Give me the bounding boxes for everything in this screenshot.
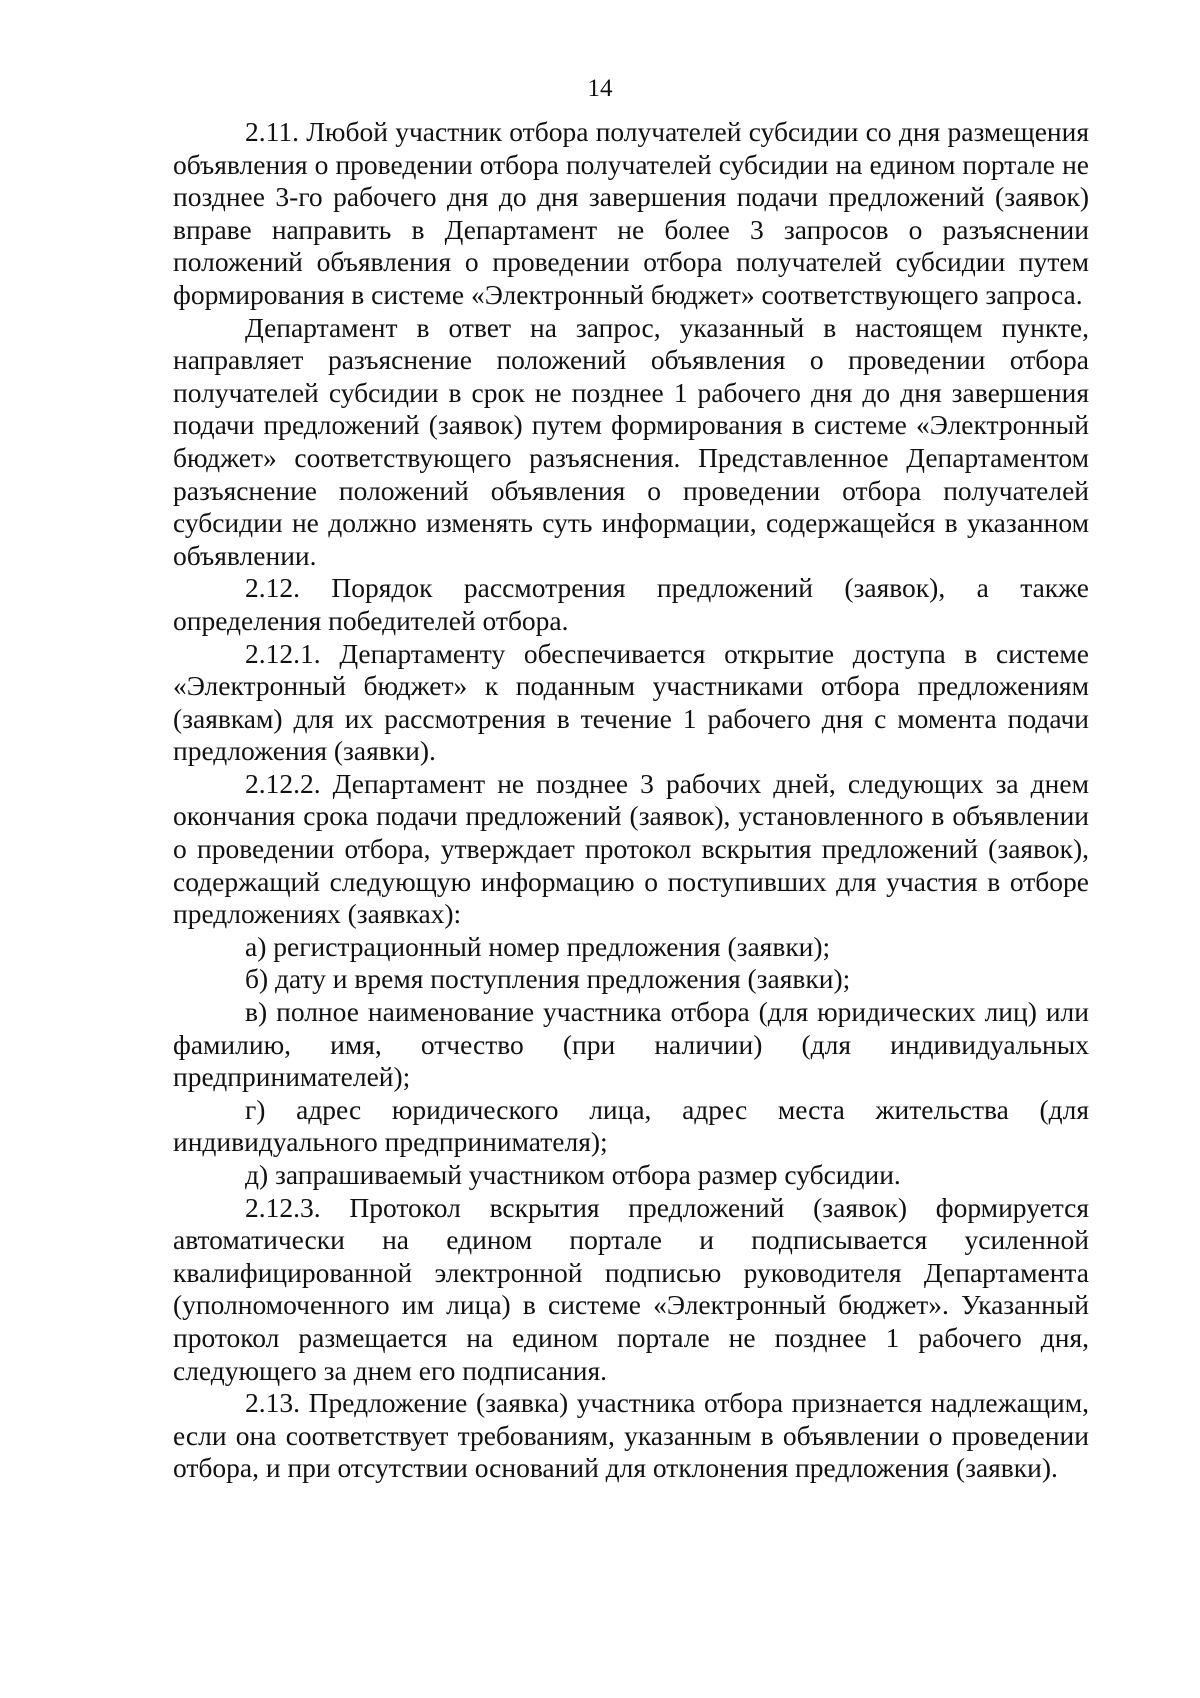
paragraph-2-12-2: 2.12.2. Департамент не позднее 3 рабочих дней, следующих за днем окончания срока подачи предложений (заявок), установленного в объявлении о проведении отбора, утверждает протокол вскрытия предложений (заявок), содержащий следующую информацию о поступивших для участия в отборе предложениях (заявках): — [173, 767, 1089, 930]
list-item-g: г) адрес юридического лица, адрес места жительства (для индивидуального предпринимателя); — [173, 1093, 1089, 1158]
list-item-v: в) полное наименование участника отбора (для юридических лиц) или фамилию, имя, отчество (при наличии) (для индивидуальных предпринимателей); — [173, 996, 1089, 1093]
paragraph-2-13: 2.13. Предложение (заявка) участника отбора признается надлежащим, если она соответствует требованиям, указанным в объявлении о проведении отбора, и при отсутствии оснований для отклонения предложения (заявки). — [173, 1387, 1089, 1484]
paragraph-2-12-3: 2.12.3. Протокол вскрытия предложений (заявок) формируется автоматически на едином портале и подписывается усиленной квалифицированной электронной подписью руководителя Департамента (уполномоченного им лица) в системе «Электронный бюджет». Указанный протокол размещается на едином портале не позднее 1 рабочего дня, следующего за днем его подписания. — [173, 1191, 1089, 1386]
list-item-b: б) дату и время поступления предложения (заявки); — [245, 963, 851, 995]
document-body — [173, 116, 1089, 1485]
paragraph-department-response: Департамент в ответ на запрос, указанный в настоящем пункте, направляет разъяснение положений объявления о проведении отбора получателей субсидии в срок не позднее 1 рабочего дня до дня завершения подачи предложений (заявок) путем формирования в системе «Электронный бюджет» соответствующего разъяснения. Представленное Департаментом разъяснение положений объявления о проведении отбора получателей субсидии не должно изменять суть информации, содержащейся в указанном объявлении. — [173, 311, 1089, 571]
page-number: 14 — [587, 75, 613, 102]
list-item-a: а) регистрационный номер предложения (заявки); — [245, 930, 831, 962]
paragraph-2-12-1: 2.12.1. Департаменту обеспечивается открытие доступа в системе «Электронный бюджет» к поданным участниками отбора предложениям (заявкам) для их рассмотрения в течение 1 рабочего дня с момента подачи предложения (заявки). — [173, 637, 1089, 767]
list-item-d: д) запрашиваемый участником отбора размер субсидии. — [245, 1159, 901, 1190]
paragraph-2-11: 2.11. Любой участник отбора получателей субсидии со дня размещения объявления о проведении отбора получателей субсидии на едином портале не позднее 3-го рабочего дня до дня завершения подачи предложений (заявок) вправе направить в Департамент не более 3 запросов о разъяснении положений объявления о проведении отбора получателей субсидии путем формирования в системе «Электронный бюджет» соответствующего запроса. — [173, 116, 1089, 310]
paragraph-2-12: 2.12. Порядок рассмотрения предложений (заявок), а также определения победителей отбора. — [173, 572, 1089, 636]
